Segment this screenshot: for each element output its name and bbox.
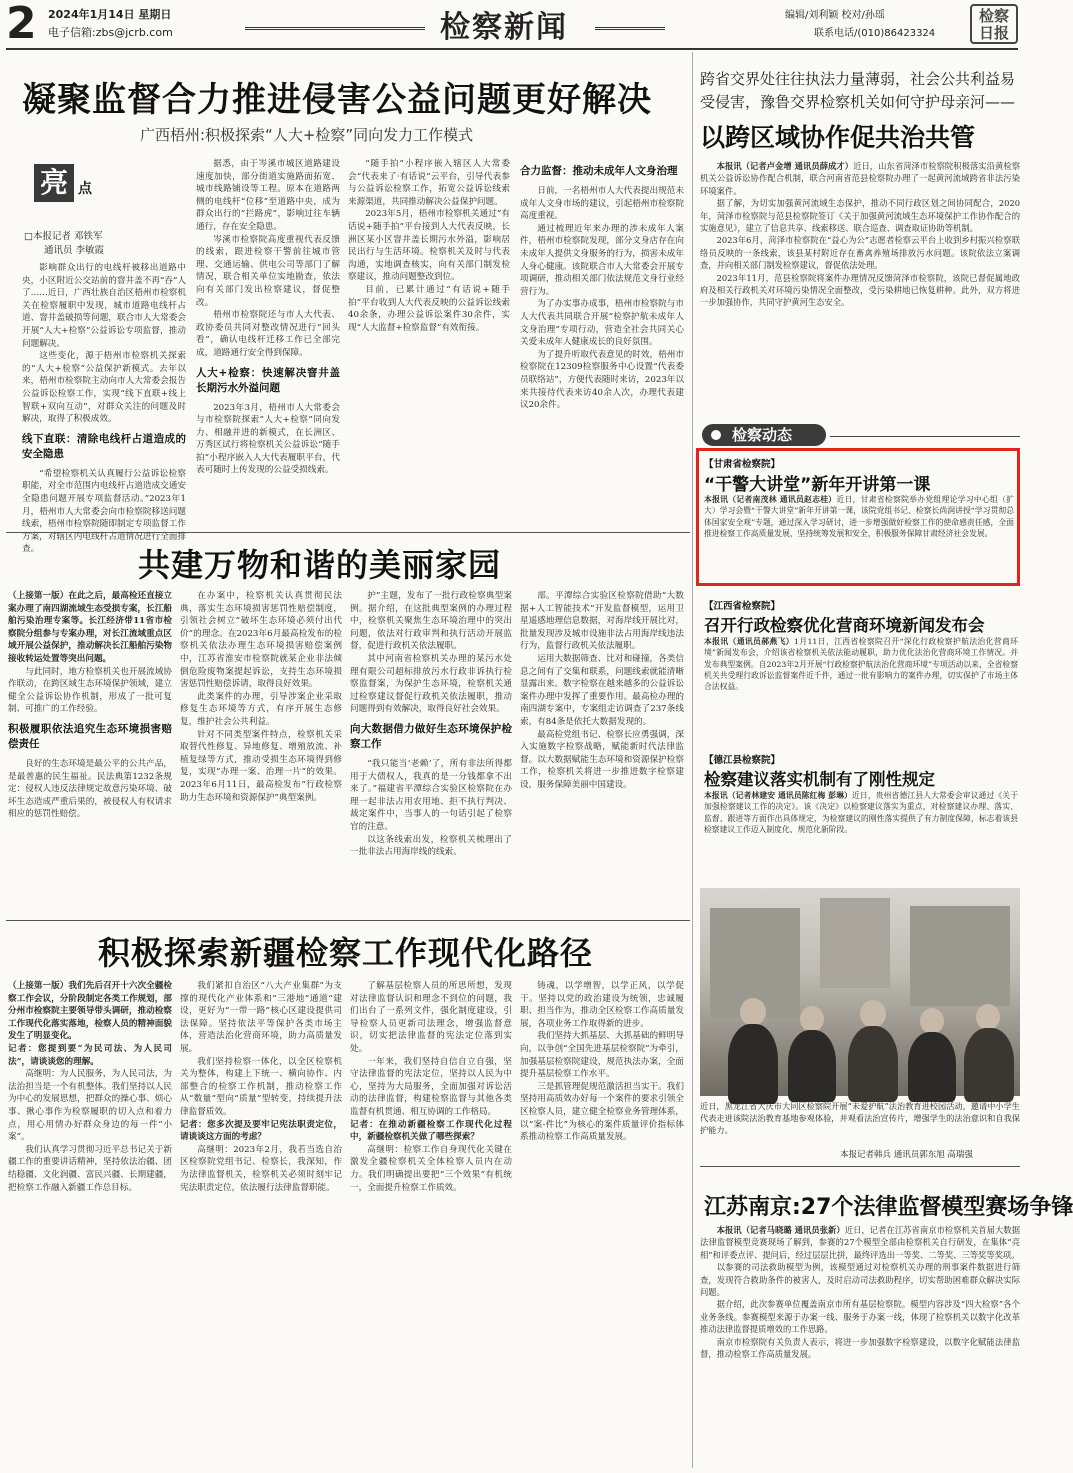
interview-question: 记者：您多次提及要牢记宪法职责定位，请谈谈这方面的考虑？: [180, 1119, 342, 1143]
right-story-headline: 以跨区域协作促共治共管: [700, 123, 976, 152]
paragraph: “我只能当‘老赖’了，所有非法所得都用于大债权人，我真的是一分钱都拿不出来了。”福建省平潭综合实验区检察院在办理一起非法占用农用地、拒不执行判决、裁定案件中，当事人的一句话引起了检察官的注意。: [350, 758, 512, 832]
paragraph: 一年来，我们坚持自信自立自强，坚守法律监督的宪法定位，坚持以人民为中心，坚持为大局服务，全面加强对诉讼活动的法律监督，构建检察监督与其他各类监督有机贯通、相互协调的工作格局。: [350, 1056, 512, 1117]
story1-subhead-1: 线下直联：清除电线杆占道造成的安全隐患: [22, 432, 186, 460]
paragraph: 运用大数据筛查、比对和碰撞，各类信息之间有了交集和联系，问题线索就能清晰显露出来。数字检察在越来越多的公益诉讼案件办理中发挥了重要作用。最高检办理的南四湖专案中，专案组走访调查了237条线索，有84条是依托大数据发现的。: [520, 653, 684, 727]
story2-column-2: [180, 590, 342, 916]
news-photo: [700, 888, 1020, 1096]
story1-subhead-3: 合力监督：推动未成年人文身治理: [520, 165, 678, 177]
paragraph: 在办案中，检察机关认真贯彻民法典，落实生态环境损害惩罚性赔偿制度，引领社会树立“破坏生态环境必须付出代价”的理念。在2023年6月最高检发布的检察机关依法办理生态环境损害赔偿案例中，江苏省淮安市检察院就某企业非法倾倒危险废物案提起诉讼，支持生态环境损害惩罚性赔偿诉请，取得良好效果。: [180, 591, 342, 690]
story3-column-1: [8, 980, 172, 1466]
story1-byline-correspondent: 通讯员 李敏霞: [44, 245, 105, 256]
paragraph: 高继明：2023年2月，我若当选自治区检察院党组书记、检察长，我深知，作为法律监督机关，检察机关必须时刻牢记宪法职责定位，依法履行法律监督职能。: [180, 1144, 342, 1193]
person-silhouette: [848, 1026, 898, 1102]
item2-text: 1月11日，江西省检察院召开“深化行政检察护航法治化营商环境”新闻发布会，介绍该省检察机关依法能动履职，助力优化法治化营商环境工作情况。并发布典型案例。自2023年2月开展“行政检察护航法治化营商环境”专项活动以来，全省检察机关共受理行政诉讼监督案件近千件，通过一批有影响力的案件办理，切实保护了市场主体合法权益。: [704, 637, 1018, 692]
bright-point-badge: [22, 164, 132, 202]
paragraph: 了解基层检察人员的所思所想，发现对法律监督认识和理念不到位的问题，我们出台了一系列文件，强化制度建设，引导检察人员更新司法理念，增强监督意识，切实把法律监督的宪法定位落到实处。: [350, 981, 512, 1054]
item3-text: 近日，贵州省德江县人大常委会审议通过《关于加强检察建议工作的决定》。该《决定》以检察建议落实为重点，对检察建议办理、落实、监督、跟进等方面作出具体规定，为检察建议的刚性落实提供了有力制度保障，标志着该县检察建议工作迈入制度化、规范化新阶段。: [704, 791, 1018, 834]
nanjing-body: [700, 1224, 1020, 1466]
masthead-rule-left: [245, 27, 425, 30]
banner-rule: [830, 436, 1020, 437]
story1-column-3: [348, 158, 510, 524]
paragraph: 2023年5月，梧州市检察机关通过“有话说+随手拍”平台接到人大代表反映，长洲区某小区窨井盖长期污水外溢，影响居民出行与生活环境。检察机关及时与代表沟通，实地调查核实，向有关部门制发检察建议，推动问题整改到位。: [348, 209, 510, 283]
item2-title: 召开行政检察优化营商环境新闻发布会: [704, 616, 985, 635]
paragraph: 我们认真学习贯彻习近平总书记关于新疆工作的重要讲话精神，坚持依法治疆、团结稳疆、文化润疆、富民兴疆、长期建疆，把检察工作融入新疆工作总目标。: [8, 1144, 172, 1193]
banner-label: 检察动态: [732, 426, 793, 444]
paragraph: 日前，一名梧州市人大代表提出规范未成年人文身市场的建议，引起梧州市检察院高度重视。: [520, 186, 684, 222]
paragraph: 2023年6月，菏泽市检察院在“益心为公”志愿者检察云平台上收到乡村振兴检察联络员反映的一条线索，该县某村附近存在畜禽养殖场排放污水问题。该院依法立案调查，并向相关部门制发检察建议，督促依法处理。: [700, 235, 1020, 271]
paragraph: 通过梳理近年来办理的涉未成年人案件，梧州市检察院发现，部分文身店存在向未成年人提供文身服务的行为，损害未成年人身心健康。该院联合市人大常委会开展专项调研，推动相关部门依法规范文身行业经营行为。: [520, 223, 684, 297]
paragraph: 我们紧扣自治区“八大产业集群”为支撑的现代化产业体系和“三港地”通道“建设，更好为“一带一路”核心区建设提供司法保障。坚持依法平等保护各类市场主体，营造法治化营商环境，助力高质量发展。: [180, 981, 342, 1054]
person-face: [800, 1006, 824, 1032]
paragraph: 影响群众出行的电线杆被移出道路中央，小区附近公交站前的窨井盖不再“吞”人了……近日，广西壮族自治区梧州市检察机关在检察履职中发现，城市道路电线杆占道、窨井盖破损等问题，联合市人大常委会开展“人大+检察”公益诉讼专项监督，推动问题解决。: [22, 263, 186, 349]
item1-body: [704, 494, 1014, 580]
paragraph: 铸魂，以学增智，以学正风，以学促干。坚持以党的政治建设为统领，忠诚履职、担当作为，推动全区检察工作高质量发展，各项业务工作取得新的进步。: [520, 981, 684, 1029]
item3-title: 检察建议落实机制有了刚性规定: [704, 770, 935, 789]
paragraph: 据了解，为切实加强黄河流域生态保护，推动不同行政区划之间协同配合，2020年，菏泽市检察院与范县检察院签订《关于加强黄河流域生态环境保护工作协作配合的实施意见》，建立了信息共享、线索移送、联合巡查、调查取证协助等机制。: [700, 198, 1020, 234]
masthead-rule: [6, 48, 1018, 50]
paragraph: 针对不同类型案件特点，检察机关采取替代性修复、异地修复、增殖放流、补植复绿等方式，推动受损生态环境得到修复，实现“办理一案、治理一片”的效果。2023年6月11日，最高检发布“行政检察助力生态环境和资源保护”典型案例。: [180, 729, 342, 803]
paragraph: 高继明：检察工作自身现代化关键在激发全疆检察机关全体检察人员内在动力。我们明确提出要把“三个效果”有机统一，全面提升检察工作质效。: [350, 1144, 512, 1193]
procuratorate-news-banner: [702, 424, 826, 446]
paragraph: （上接第一版）在此之后，最高检还直接立案办理了南四湖流域生态受损专案，长江船舶污染治理专案等。长江经济带11省市检察院分组参与专案办理，对长江流域重点区域开展公益保护，推动解决长江船舶污染物接收转运处置等突出问题。: [8, 591, 172, 664]
paragraph: 这些变化，源于梧州市检察机关探索的“人大+检察”公益保护新模式。去年以来，梧州市检察院主动向市人大常委会报告公益诉讼检察工作，实现“线下直联+线上智联+双向互动”，对群众关注的问题及时解决，取得了积极成效。: [22, 351, 186, 425]
story3-column-2: [180, 980, 342, 1466]
masthead: [0, 0, 1024, 50]
story1-subtitle: 广西梧州:积极探索“人大+检察”同向发力工作模式: [140, 126, 474, 144]
paragraph: 为了办实事办成事，梧州市检察院与市人大代表共同联合开展“检察护航未成年人文身治理”专项行动，营造全社会共同关心关爱未成年人健康成长的良好氛围。: [520, 299, 684, 348]
issue-email: 电子信箱:zbs@jcrb.com: [48, 26, 173, 39]
paragraph: 目前，已累计通过“有话说+随手拍”平台收到人大代表反映的公益诉讼线索40余条，办理公益诉讼案件30余件，实现“人大监督+检察监督”有效衔接。: [348, 284, 510, 333]
story3-headline: 积极探索新疆检察工作现代化路径: [98, 934, 594, 972]
paragraph: 护”主题，发布了一批行政检察典型案例。据介绍，在这批典型案例的办理过程中，检察机关聚焦生态环境治理中的突出问题，依法对行政审判和执行活动开展监督，促进行政机关依法履职。: [350, 591, 512, 652]
person-silhouette: [788, 1030, 836, 1102]
photo-credit: 本报记者韩兵 通讯员郭东旭 高瑞强: [840, 1150, 973, 1160]
story1-subhead-2: 人大+检察：快速解决窨井盖长期污水外溢问题: [196, 366, 340, 394]
paragraph: 近日，记者在江苏省南京市检察机关首届大数据法律监督模型竞赛现场了解到，参赛的27个模型全部由检察机关自行研发，在集体“亮相”和评委点评、提问后，经过层层比拼，最终评选出一等奖、二等奖、三等奖等奖项。: [700, 1225, 1020, 1260]
story1-column-2: [196, 158, 340, 524]
story3-column-3: [350, 980, 512, 1466]
section-title: 检察新闻: [440, 10, 568, 45]
nanjing-byline: 本报讯（记者马晓璐 通讯员张新）: [716, 1225, 845, 1235]
person-face: [740, 998, 766, 1026]
person-silhouette: [728, 1024, 778, 1104]
person-face: [860, 1000, 886, 1028]
masthead-rule-right: [595, 27, 665, 30]
story1-headline: 凝聚监督合力推进侵害公益问题更好解决: [22, 80, 652, 120]
right-story-byline: 本报讯（记者卢金增 通讯员薛成才）: [716, 161, 854, 171]
paragraph: 以参赛的司法救助模型为例，该模型通过对检察机关办理的刑事案件数据进行筛查，发现符合救助条件的被害人，及时启动司法救助程序，切实帮助困难群众解决实际问题。: [700, 1262, 1020, 1298]
right-rule: [700, 1166, 1020, 1167]
person-silhouette: [964, 1028, 1014, 1102]
item2-body: [704, 636, 1018, 734]
page-number: 2: [6, 0, 37, 49]
paragraph: 据悉，由于岑溪市城区道路建设速度加快，部分街道实施路面拓宽、城市线路铺设等工程。原本在道路两侧的电线杆“位移”至道路中央，成为群众出行的“拦路虎”，影响过往车辆通行，存在安全隐患。: [196, 159, 340, 232]
person-silhouette: [908, 1032, 956, 1102]
item3-byline: 本报讯（记者林建安 通讯员陈红梅 彭琳）: [704, 791, 853, 800]
right-story-body: [700, 160, 1020, 416]
item3-tag: 【德江县检察院】: [704, 755, 781, 766]
paragraph: 此类案件的办理，引导涉案企业采取修复生态环境等方式，有序开展生态修复，维护社会公共利益。: [180, 691, 342, 727]
right-column-divider: [692, 52, 693, 1468]
story2-headline: 共建万物和谐的美丽家园: [138, 546, 502, 584]
paragraph: 梧州市检察院还与市人大代表、政协委员共同对整改情况进行“回头看”，确认电线杆迁移工作已全部完成，道路通行安全得到保障。: [196, 310, 340, 358]
target-icon: [708, 427, 724, 443]
story2-subhead-1: 积极履职依法追究生态环境损害赔偿责任: [8, 722, 172, 750]
story2-subhead-2: 向大数据借力做好生态环境保护检察工作: [350, 722, 512, 750]
paragraph: “随手拍”小程序嵌入辖区人大常委会“代表来了·有话说”云平台，引导代表参与公益诉讼检察工作，拓宽公益诉讼线索来源渠道，共同推动解决公益保护问题。: [348, 159, 510, 207]
item2-byline: 本报讯（通讯员郝燕飞）: [704, 637, 794, 646]
paragraph: 岑溪市检察院高度重视代表反馈的线索，跟进检察干警前往城市管理、交通运输、供电公司等部门了解情况，联合相关单位实地勘查，依法向有关部门发出检察建议，督促整改。: [196, 234, 340, 308]
paragraph: 我们坚持检察一体化，以全区检察机关为整体，构建上下统一、横向协作、内部整合的检察工作机制，推动检察工作从“数量”型向“质量”型转变，持续提升法律监督质效。: [180, 1056, 342, 1117]
story2-column-1: [8, 590, 172, 916]
item2-tag: 【江西省检察院】: [704, 601, 781, 612]
story1-column-4: [520, 158, 684, 524]
paragraph: 其中河南省检察机关办理的某污水处理有限公司超标排放污水行政非诉执行检察监督案，为保护生态环境，检察机关通过检察建议督促行政机关依法履职，推动问题得到有效解决，取得良好社会效果。: [350, 653, 512, 715]
paragraph: 为了提升听取代表意见的时效，梧州市检察院在12309检察服务中心设置“代表委员联络站”，方便代表随时来访，2023年以来共接待代表来访40余人次，办理代表建议20余件。: [520, 349, 684, 411]
paragraph: 以这条线索出发，检察机关梳理出了一批非法占用海岸线的线索。: [350, 834, 512, 858]
story2-column-4: [520, 590, 684, 916]
interview-question: 记者：在推动新疆检察工作现代化过程中，新疆检察机关做了哪些探索？: [350, 1119, 512, 1143]
person-face: [976, 1004, 1000, 1030]
paragraph: 据介绍，此次参赛单位覆盖南京市所有基层检察院。模型内容涉及“四大检察”各个业务条线。参赛模型来源于办案一线、服务于办案一线，体现了检察机关以数字化改革推动法律监督提质增效的工作思路。: [700, 1299, 1020, 1335]
editors-line: 编辑/刘利颖 校对/孙瑶: [785, 10, 885, 21]
paragraph: 良好的生态环境是最公平的公共产品，是最普惠的民生福祉。民法典第1232条规定：侵权人违反法律规定故意污染环境、破坏生态造成严重后果的，被侵权人有权请求相应的惩罚性赔偿。: [8, 758, 172, 820]
paragraph: 我们坚持大抓基层、大抓基础的鲜明导向，以争创“全国先进基层检察院”为牵引，加强基层检察院建设，规范执法办案，全面提升基层检察工作水平。: [520, 1031, 684, 1080]
item1-text: 近日，甘肃省检察院举办党组理论学习中心组（扩大）学习会暨“干警大讲堂”新年开讲第一课，该院党组书记、检察长尚润讲授“学习贯彻总体国家安全观”专题，通过深入学习研讨，进一步增强做好检察工作的使命感责任感，全面推进检察工作高质量发展，坚持统筹发展和安全，积极服务保障甘肃经济社会发展。: [704, 495, 1014, 538]
paragraph: 2023年3月，梧州市人大常委会与市检察院探索“人大+检察”同向发力、相融并进的新模式，在长洲区、万秀区试行将检察机关公益诉讼“随手拍”小程序嵌入人大代表履职平台，代表可随时上传发现的公益受损线索。: [196, 402, 340, 476]
paragraph: （上接第一版）我们先后召开十六次全疆检察工作会议，分阶段制定各类工作规划，部分州市检察院主要领导带头调研，推动检察工作现代化落实落地，检察人员的精神面貌发生了明显变化。: [8, 981, 172, 1042]
story3-column-4: [520, 980, 684, 1466]
item1-byline: 本报讯（记者南茂林 通讯员赵志桂）: [704, 495, 837, 504]
badge-big-char: 亮: [34, 164, 74, 202]
story1-byline-reporter: □本报记者 邓铁军: [24, 231, 103, 242]
paragraph: 三是抓管理促规范激活担当实干。我们坚持用高质效办好每一个案件的要求引领全区检察人员，建立健全检察业务管理体系，以“案-件比”为核心的案件质量评价指标体系推动检察工作高质量发展。: [520, 1081, 684, 1143]
nanjing-headline: 江苏南京:27个法律监督模型赛场争锋: [704, 1195, 1073, 1220]
paragraph: 高继明：为人民服务，为人民司法，为法治担当是一个有机整体。我们坚持以人民为中心的发展思想，把群众的操心事、烦心事、揪心事作为检察履职的切入点和着力点，用心用情办好群众身边的每一件“小案”。: [8, 1069, 172, 1143]
paragraph: 部。平潭综合实验区检察院借助“大数据+人工智能技术”开发监督模型，运用卫星遥感地理信息数据，对海岸线开展比对，批量发现涉及城市设施非法占用海岸线违法行为，监督行政机关依法履职。: [520, 591, 684, 652]
paragraph: 南京市检察院有关负责人表示，将进一步加强数字检察建设，以数字化赋能法律监督，推动检察工作高质量发展。: [700, 1336, 1020, 1360]
paragraph: 与此同时，地方检察机关也开展流域协作联动，在跨区域生态环境保护领域，建立健全公益诉讼协作机制，形成了一批可复制、可推广的工作经验。: [8, 666, 172, 715]
paragraph: 最高检党组书记、检察长应勇强调，深入实施数字检察战略，赋能新时代法律监督。以大数据赋能生态环境和资源保护检察工作，检察机关将进一步推进数字检察建设，服务保障美丽中国建设。: [520, 729, 684, 790]
paragraph: 2023年11月，范县检察院将案件办理情况反馈菏泽市检察院，该院已督促属地政府及相关行政机关对环境污染情况全面整改，受污染耕地已恢复耕种。此外，双方将进一步加强协作，共同守护黄河生态安全。: [700, 272, 1020, 308]
story1-column-1: [22, 262, 186, 555]
story2-column-3: [350, 590, 512, 916]
newspaper-logo: 检察日报: [970, 4, 1018, 44]
item1-tag: 【甘肃省检察院】: [704, 459, 781, 470]
issue-date: 2024年1月14日 星期日: [48, 8, 172, 21]
interview-question: 记者：您提到要“为民司法、为人民司法”，请谈谈您的理解。: [8, 1043, 172, 1067]
story1-bottom-rule: [6, 532, 690, 533]
badge-small-char: 点: [78, 181, 92, 197]
story2-bottom-rule: [6, 920, 690, 921]
exhibit-board: [910, 906, 1010, 1006]
paragraph: 近日，山东省菏泽市检察院积极落实沿黄检察机关公益诉讼协作配合机制，联合河南省范县检察院办理了一起黄河流域跨省非法污染环境案件。: [700, 161, 1020, 196]
right-story-kicker: 跨省交界处往往执法力量薄弱，社会公共利益易受侵害，豫鲁交界检察机关如何守护母亲河——: [700, 70, 1016, 111]
paragraph: “希望检察机关认真履行公益诉讼检察职能，对全市范围内电线杆占道造成交通安全隐患问题开展专项监督活动。”2023年1月，梧州市人大常委会向市检察院移送问题线索，梧州市检察院随即制定专项监督工作方案，对辖区内电线杆占道情况进行全面排查。: [22, 468, 186, 555]
exhibit-board: [820, 898, 890, 988]
person-face: [920, 1008, 944, 1034]
item1-title: “干警大讲堂”新年开讲第一课: [704, 475, 931, 495]
item3-body: [704, 790, 1018, 882]
hotline-line: 联系电话/(010)86423324: [814, 28, 936, 39]
photo-caption: 近日，黑龙江省大庆市大同区检察院开展“未爱护航”法治教育进校园活动，邀请中小学生代表走进该院法治教育基地参观体验，并观看法治宣传片，增强学生的法治意识和自我保护能力。: [700, 1101, 1020, 1135]
